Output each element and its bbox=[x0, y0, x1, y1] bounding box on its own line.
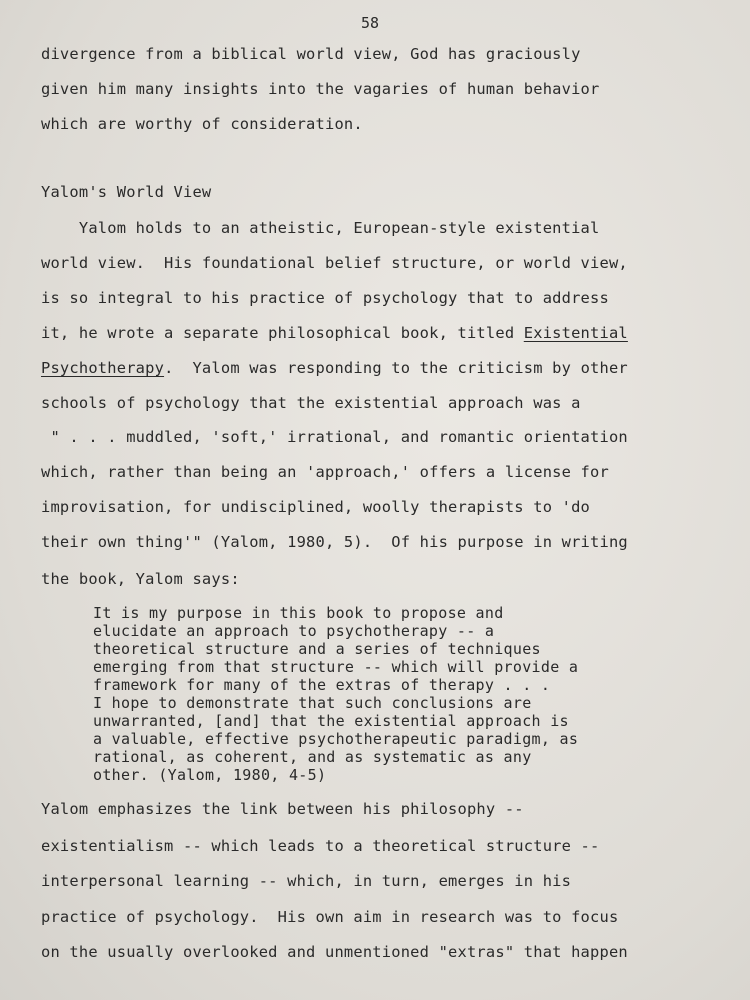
text-line: is so integral to his practice of psychology that to address bbox=[41, 289, 609, 307]
quote-line: framework for many of the extras of therapy . . . bbox=[93, 676, 551, 694]
text-fragment: it, he wrote a separate philosophical book, titled bbox=[41, 324, 524, 342]
text-line: divergence from a biblical world view, God has graciously bbox=[41, 45, 581, 63]
text-line: which, rather than being an 'approach,' offers a license for bbox=[41, 463, 609, 481]
text-line: Yalom emphasizes the link between his philosophy -- bbox=[41, 800, 524, 818]
text-line: their own thing'" (Yalom, 1980, 5). Of his purpose in writing bbox=[41, 533, 628, 551]
text-line: practice of psychology. His own aim in research was to focus bbox=[41, 908, 619, 926]
quote-line: unwarranted, [and] that the existential approach is bbox=[93, 712, 569, 730]
quote-line: a valuable, effective psychotherapeutic paradigm, as bbox=[93, 730, 579, 748]
book-title: Psychotherapy bbox=[41, 359, 165, 377]
book-title: Existential bbox=[523, 324, 628, 342]
text-line: improvisation, for undisciplined, woolly therapists to 'do bbox=[41, 498, 591, 516]
text-line bbox=[41, 359, 628, 377]
text-fragment: . Yalom was responding to the criticism by other bbox=[164, 359, 628, 377]
text-line: which are worthy of consideration. bbox=[41, 115, 363, 133]
quote-line: elucidate an approach to psychotherapy -- a bbox=[93, 622, 495, 640]
quote-line: theoretical structure and a series of techniques bbox=[93, 640, 541, 658]
text-line: " . . . muddled, 'soft,' irrational, and romantic orientation bbox=[41, 428, 628, 446]
text-line: on the usually overlooked and unmentioned "extras" that happen bbox=[41, 943, 628, 961]
text-line: interpersonal learning -- which, in turn, emerges in his bbox=[41, 872, 572, 890]
quote-line: emerging from that structure -- which will provide a bbox=[93, 658, 579, 676]
text-line: given him many insights into the vagaries of human behavior bbox=[41, 80, 600, 98]
quote-line: rational, as coherent, and as systematic as any bbox=[93, 748, 532, 766]
text-line: schools of psychology that the existential approach was a bbox=[41, 394, 581, 412]
text-line: world view. His foundational belief structure, or world view, bbox=[41, 254, 628, 272]
quote-line: It is my purpose in this book to propose and bbox=[93, 604, 504, 622]
text-line bbox=[41, 324, 628, 342]
text-line: existentialism -- which leads to a theoretical structure -- bbox=[41, 837, 600, 855]
text-line: Yalom holds to an atheistic, European-style existential bbox=[41, 219, 600, 237]
quote-line: other. (Yalom, 1980, 4-5) bbox=[93, 766, 327, 784]
text-line: the book, Yalom says: bbox=[41, 570, 240, 588]
page-number: 58 bbox=[360, 14, 380, 32]
quote-line: I hope to demonstrate that such conclusions are bbox=[93, 694, 532, 712]
section-heading: Yalom's World View bbox=[41, 183, 212, 201]
